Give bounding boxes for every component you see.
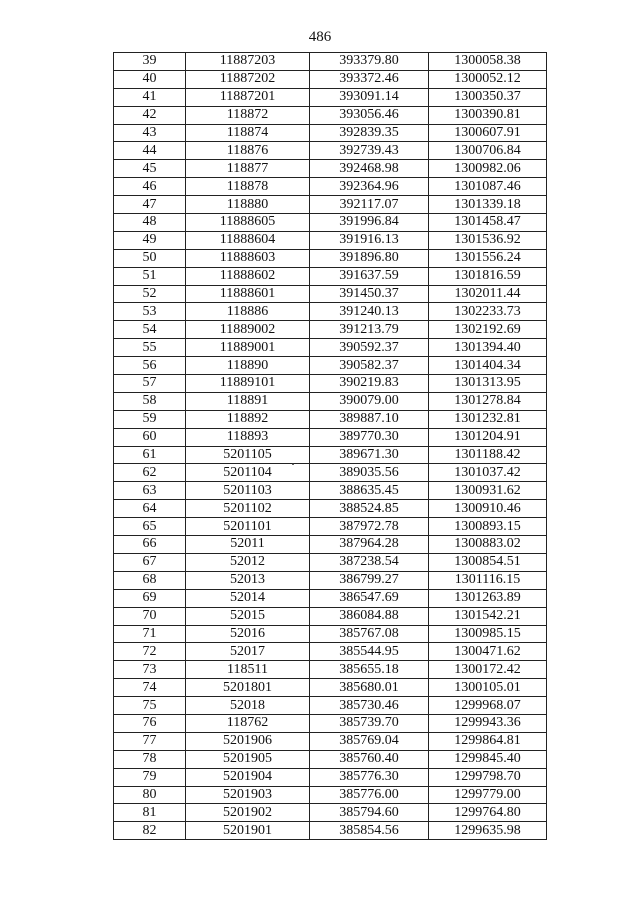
table-row xyxy=(114,768,547,786)
table-row xyxy=(114,714,547,732)
x-coordinate-cell: 387964.28 xyxy=(310,536,429,554)
table-row xyxy=(114,446,547,464)
row-number-cell: 70 xyxy=(114,607,186,625)
table-row xyxy=(114,750,547,768)
row-number-cell: 39 xyxy=(114,53,186,71)
row-number-cell: 40 xyxy=(114,70,186,88)
y-coordinate-cell: 1301278.84 xyxy=(429,392,547,410)
x-coordinate-cell: 393091.14 xyxy=(310,88,429,106)
y-coordinate-cell: 1300350.37 xyxy=(429,88,547,106)
x-coordinate-cell: 392468.98 xyxy=(310,160,429,178)
x-coordinate-cell: 391450.37 xyxy=(310,285,429,303)
x-coordinate-cell: 385769.04 xyxy=(310,732,429,750)
x-coordinate-cell: 385776.00 xyxy=(310,786,429,804)
row-number-cell: 43 xyxy=(114,124,186,142)
y-coordinate-cell: 1299635.98 xyxy=(429,822,547,840)
x-coordinate-cell: 391213.79 xyxy=(310,321,429,339)
y-coordinate-cell: 1299845.40 xyxy=(429,750,547,768)
stray-mark xyxy=(292,463,294,465)
point-id-cell: 11888604 xyxy=(186,231,310,249)
point-id-cell: 118886 xyxy=(186,303,310,321)
point-id-cell: 5201104 xyxy=(186,464,310,482)
row-number-cell: 64 xyxy=(114,500,186,518)
y-coordinate-cell: 1300931.62 xyxy=(429,482,547,500)
table-row xyxy=(114,339,547,357)
y-coordinate-cell: 1302011.44 xyxy=(429,285,547,303)
y-coordinate-cell: 1300706.84 xyxy=(429,142,547,160)
row-number-cell: 41 xyxy=(114,88,186,106)
point-id-cell: 11889101 xyxy=(186,375,310,393)
point-id-cell: 118891 xyxy=(186,392,310,410)
row-number-cell: 48 xyxy=(114,214,186,232)
x-coordinate-cell: 393056.46 xyxy=(310,106,429,124)
x-coordinate-cell: 391240.13 xyxy=(310,303,429,321)
row-number-cell: 54 xyxy=(114,321,186,339)
row-number-cell: 50 xyxy=(114,249,186,267)
point-id-cell: 5201905 xyxy=(186,750,310,768)
row-number-cell: 71 xyxy=(114,625,186,643)
y-coordinate-cell: 1301556.24 xyxy=(429,249,547,267)
row-number-cell: 73 xyxy=(114,661,186,679)
table-row xyxy=(114,267,547,285)
row-number-cell: 53 xyxy=(114,303,186,321)
row-number-cell: 56 xyxy=(114,357,186,375)
y-coordinate-cell: 1299798.70 xyxy=(429,768,547,786)
point-id-cell: 118892 xyxy=(186,410,310,428)
table-row xyxy=(114,428,547,446)
row-number-cell: 52 xyxy=(114,285,186,303)
y-coordinate-cell: 1300471.62 xyxy=(429,643,547,661)
table-row xyxy=(114,786,547,804)
x-coordinate-cell: 392839.35 xyxy=(310,124,429,142)
point-id-cell: 118874 xyxy=(186,124,310,142)
y-coordinate-cell: 1302233.73 xyxy=(429,303,547,321)
row-number-cell: 61 xyxy=(114,446,186,464)
table-row xyxy=(114,321,547,339)
point-id-cell: 5201105 xyxy=(186,446,310,464)
point-id-cell: 52013 xyxy=(186,571,310,589)
x-coordinate-cell: 392117.07 xyxy=(310,196,429,214)
table-row xyxy=(114,375,547,393)
y-coordinate-cell: 1300390.81 xyxy=(429,106,547,124)
table-row xyxy=(114,697,547,715)
y-coordinate-cell: 1301263.89 xyxy=(429,589,547,607)
x-coordinate-cell: 388524.85 xyxy=(310,500,429,518)
x-coordinate-cell: 389887.10 xyxy=(310,410,429,428)
table-row xyxy=(114,410,547,428)
y-coordinate-cell: 1301339.18 xyxy=(429,196,547,214)
x-coordinate-cell: 389671.30 xyxy=(310,446,429,464)
x-coordinate-cell: 385854.56 xyxy=(310,822,429,840)
row-number-cell: 42 xyxy=(114,106,186,124)
point-id-cell: 5201801 xyxy=(186,679,310,697)
table-row xyxy=(114,160,547,178)
row-number-cell: 67 xyxy=(114,553,186,571)
x-coordinate-cell: 386799.27 xyxy=(310,571,429,589)
y-coordinate-cell: 1300172.42 xyxy=(429,661,547,679)
point-id-cell: 5201902 xyxy=(186,804,310,822)
row-number-cell: 82 xyxy=(114,822,186,840)
x-coordinate-cell: 386547.69 xyxy=(310,589,429,607)
y-coordinate-cell: 1300052.12 xyxy=(429,70,547,88)
x-coordinate-cell: 392739.43 xyxy=(310,142,429,160)
x-coordinate-cell: 385760.40 xyxy=(310,750,429,768)
x-coordinate-cell: 391637.59 xyxy=(310,267,429,285)
point-id-cell: 118880 xyxy=(186,196,310,214)
page-number: 486 xyxy=(308,29,332,45)
row-number-cell: 46 xyxy=(114,178,186,196)
y-coordinate-cell: 1301404.34 xyxy=(429,357,547,375)
y-coordinate-cell: 1300910.46 xyxy=(429,500,547,518)
x-coordinate-cell: 387238.54 xyxy=(310,553,429,571)
y-coordinate-cell: 1301816.59 xyxy=(429,267,547,285)
y-coordinate-cell: 1300883.02 xyxy=(429,536,547,554)
row-number-cell: 59 xyxy=(114,410,186,428)
row-number-cell: 78 xyxy=(114,750,186,768)
table-row xyxy=(114,607,547,625)
point-id-cell: 5201901 xyxy=(186,822,310,840)
row-number-cell: 65 xyxy=(114,518,186,536)
row-number-cell: 72 xyxy=(114,643,186,661)
x-coordinate-cell: 385655.18 xyxy=(310,661,429,679)
table-row xyxy=(114,357,547,375)
table-row xyxy=(114,679,547,697)
point-id-cell: 52017 xyxy=(186,643,310,661)
point-id-cell: 52012 xyxy=(186,553,310,571)
row-number-cell: 75 xyxy=(114,697,186,715)
x-coordinate-cell: 385544.95 xyxy=(310,643,429,661)
row-number-cell: 80 xyxy=(114,786,186,804)
table-row xyxy=(114,196,547,214)
table-row xyxy=(114,285,547,303)
point-id-cell: 11887202 xyxy=(186,70,310,88)
point-id-cell: 11887201 xyxy=(186,88,310,106)
x-coordinate-cell: 385730.46 xyxy=(310,697,429,715)
y-coordinate-cell: 1301116.15 xyxy=(429,571,547,589)
row-number-cell: 81 xyxy=(114,804,186,822)
y-coordinate-cell: 1301188.42 xyxy=(429,446,547,464)
x-coordinate-cell: 392364.96 xyxy=(310,178,429,196)
table-row xyxy=(114,249,547,267)
point-id-cell: 5201903 xyxy=(186,786,310,804)
y-coordinate-cell: 1300058.38 xyxy=(429,53,547,71)
table-row xyxy=(114,303,547,321)
x-coordinate-cell: 385680.01 xyxy=(310,679,429,697)
row-number-cell: 74 xyxy=(114,679,186,697)
table-row xyxy=(114,124,547,142)
point-id-cell: 118878 xyxy=(186,178,310,196)
point-id-cell: 11887203 xyxy=(186,53,310,71)
point-id-cell: 52011 xyxy=(186,536,310,554)
y-coordinate-cell: 1300854.51 xyxy=(429,553,547,571)
table-row xyxy=(114,70,547,88)
table-row xyxy=(114,142,547,160)
table-row xyxy=(114,625,547,643)
y-coordinate-cell: 1301232.81 xyxy=(429,410,547,428)
y-coordinate-cell: 1301394.40 xyxy=(429,339,547,357)
y-coordinate-cell: 1300982.06 xyxy=(429,160,547,178)
table-row xyxy=(114,214,547,232)
table-row xyxy=(114,571,547,589)
x-coordinate-cell: 390592.37 xyxy=(310,339,429,357)
x-coordinate-cell: 390219.83 xyxy=(310,375,429,393)
table-row xyxy=(114,482,547,500)
row-number-cell: 49 xyxy=(114,231,186,249)
table-row xyxy=(114,732,547,750)
row-number-cell: 47 xyxy=(114,196,186,214)
x-coordinate-cell: 390079.00 xyxy=(310,392,429,410)
point-id-cell: 118877 xyxy=(186,160,310,178)
table-row xyxy=(114,518,547,536)
table-row xyxy=(114,822,547,840)
row-number-cell: 76 xyxy=(114,714,186,732)
y-coordinate-cell: 1301313.95 xyxy=(429,375,547,393)
row-number-cell: 63 xyxy=(114,482,186,500)
table-row xyxy=(114,804,547,822)
x-coordinate-cell: 389035.56 xyxy=(310,464,429,482)
row-number-cell: 57 xyxy=(114,375,186,393)
y-coordinate-cell: 1301037.42 xyxy=(429,464,547,482)
point-id-cell: 5201101 xyxy=(186,518,310,536)
y-coordinate-cell: 1299943.36 xyxy=(429,714,547,732)
row-number-cell: 45 xyxy=(114,160,186,178)
y-coordinate-cell: 1299864.81 xyxy=(429,732,547,750)
point-id-cell: 11888603 xyxy=(186,249,310,267)
point-id-cell: 11888602 xyxy=(186,267,310,285)
table-row xyxy=(114,178,547,196)
point-id-cell: 52014 xyxy=(186,589,310,607)
table-row xyxy=(114,106,547,124)
x-coordinate-cell: 391996.84 xyxy=(310,214,429,232)
point-id-cell: 11889002 xyxy=(186,321,310,339)
point-id-cell: 52015 xyxy=(186,607,310,625)
table-row xyxy=(114,643,547,661)
row-number-cell: 51 xyxy=(114,267,186,285)
y-coordinate-cell: 1302192.69 xyxy=(429,321,547,339)
table-body xyxy=(114,53,547,840)
y-coordinate-cell: 1301204.91 xyxy=(429,428,547,446)
table-row xyxy=(114,661,547,679)
row-number-cell: 69 xyxy=(114,589,186,607)
table-row xyxy=(114,53,547,71)
y-coordinate-cell: 1300607.91 xyxy=(429,124,547,142)
point-id-cell: 5201906 xyxy=(186,732,310,750)
y-coordinate-cell: 1301536.92 xyxy=(429,231,547,249)
table-row xyxy=(114,464,547,482)
row-number-cell: 58 xyxy=(114,392,186,410)
table-row xyxy=(114,231,547,249)
y-coordinate-cell: 1300893.15 xyxy=(429,518,547,536)
row-number-cell: 77 xyxy=(114,732,186,750)
point-id-cell: 118511 xyxy=(186,661,310,679)
y-coordinate-cell: 1300105.01 xyxy=(429,679,547,697)
point-id-cell: 118762 xyxy=(186,714,310,732)
point-id-cell: 5201102 xyxy=(186,500,310,518)
x-coordinate-cell: 391896.80 xyxy=(310,249,429,267)
row-number-cell: 60 xyxy=(114,428,186,446)
point-id-cell: 5201904 xyxy=(186,768,310,786)
x-coordinate-cell: 388635.45 xyxy=(310,482,429,500)
point-id-cell: 52018 xyxy=(186,697,310,715)
row-number-cell: 66 xyxy=(114,536,186,554)
row-number-cell: 55 xyxy=(114,339,186,357)
point-id-cell: 11889001 xyxy=(186,339,310,357)
row-number-cell: 79 xyxy=(114,768,186,786)
x-coordinate-cell: 389770.30 xyxy=(310,428,429,446)
y-coordinate-cell: 1301087.46 xyxy=(429,178,547,196)
point-id-cell: 118872 xyxy=(186,106,310,124)
table-row xyxy=(114,500,547,518)
point-id-cell: 118890 xyxy=(186,357,310,375)
x-coordinate-cell: 385776.30 xyxy=(310,768,429,786)
table-row xyxy=(114,88,547,106)
y-coordinate-cell: 1301542.21 xyxy=(429,607,547,625)
y-coordinate-cell: 1299968.07 xyxy=(429,697,547,715)
coordinate-table xyxy=(113,52,547,840)
point-id-cell: 52016 xyxy=(186,625,310,643)
table-row xyxy=(114,589,547,607)
row-number-cell: 62 xyxy=(114,464,186,482)
x-coordinate-cell: 391916.13 xyxy=(310,231,429,249)
point-id-cell: 118893 xyxy=(186,428,310,446)
x-coordinate-cell: 385794.60 xyxy=(310,804,429,822)
y-coordinate-cell: 1300985.15 xyxy=(429,625,547,643)
point-id-cell: 11888601 xyxy=(186,285,310,303)
y-coordinate-cell: 1299764.80 xyxy=(429,804,547,822)
row-number-cell: 68 xyxy=(114,571,186,589)
table-row xyxy=(114,536,547,554)
table-row xyxy=(114,392,547,410)
x-coordinate-cell: 385767.08 xyxy=(310,625,429,643)
x-coordinate-cell: 385739.70 xyxy=(310,714,429,732)
row-number-cell: 44 xyxy=(114,142,186,160)
y-coordinate-cell: 1299779.00 xyxy=(429,786,547,804)
x-coordinate-cell: 393372.46 xyxy=(310,70,429,88)
x-coordinate-cell: 387972.78 xyxy=(310,518,429,536)
x-coordinate-cell: 390582.37 xyxy=(310,357,429,375)
x-coordinate-cell: 393379.80 xyxy=(310,53,429,71)
x-coordinate-cell: 386084.88 xyxy=(310,607,429,625)
y-coordinate-cell: 1301458.47 xyxy=(429,214,547,232)
point-id-cell: 11888605 xyxy=(186,214,310,232)
point-id-cell: 5201103 xyxy=(186,482,310,500)
table-row xyxy=(114,553,547,571)
point-id-cell: 118876 xyxy=(186,142,310,160)
